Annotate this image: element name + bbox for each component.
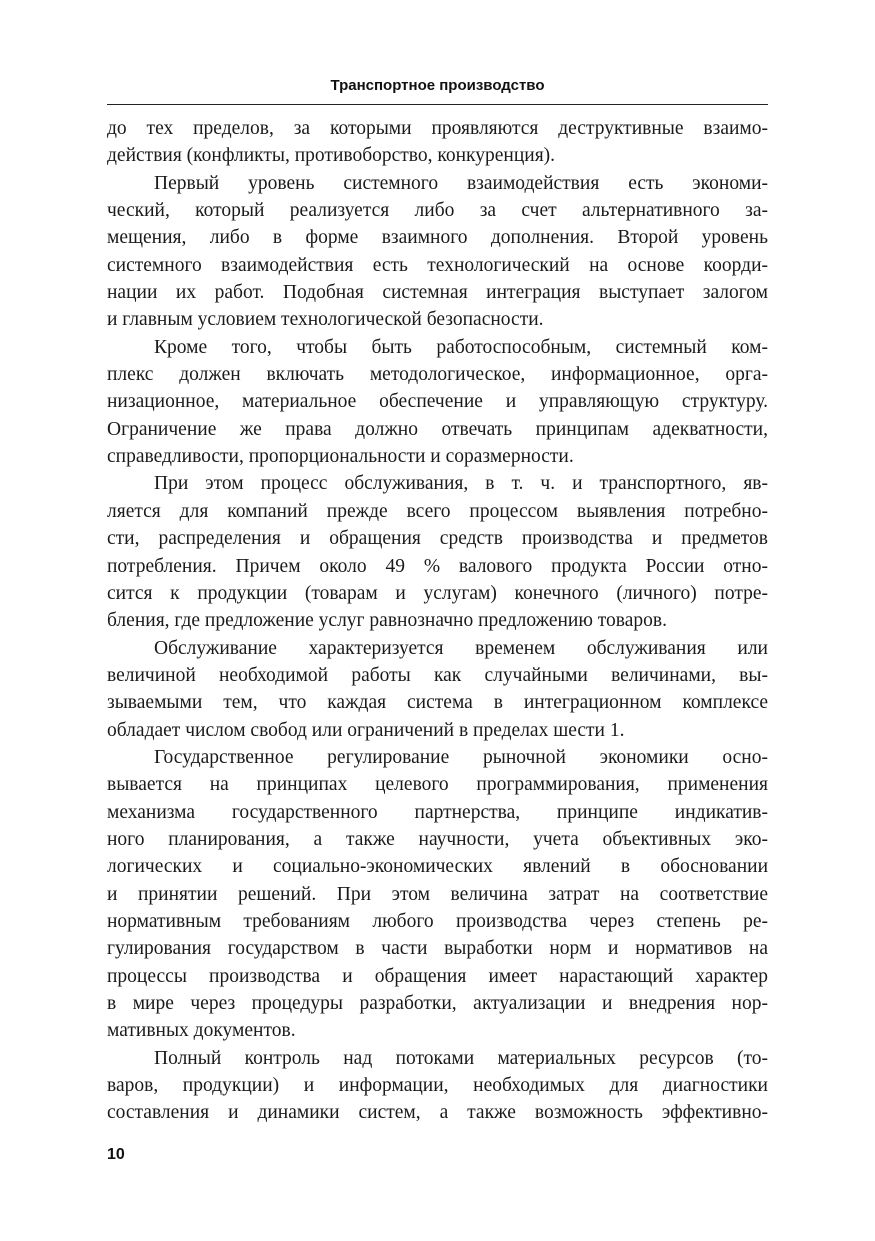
- text-line: мещения, либо в форме взаимного дополнения. Второй уровень: [107, 227, 768, 249]
- text-line: Обслуживание характеризуется временем обслуживания или: [154, 637, 768, 659]
- text-line: процессы производства и обращения имеет нарастающий характер: [107, 965, 768, 987]
- text-line: величиной необходимой работы как случайными величинами, вы-: [107, 664, 768, 686]
- text-line: плекс должен включать методологическое, информационное, орга-: [107, 364, 768, 386]
- text-line: потребления. Причем около 49 % валового продукта России отно-: [107, 555, 768, 577]
- text-line: мативных документов.: [107, 1020, 296, 1042]
- text-line: Полный контроль над потоками материальных ресурсов (то-: [154, 1047, 768, 1069]
- page-number: 10: [107, 1146, 125, 1163]
- text-line: логических и социально-экономических явлений в обосновании: [107, 856, 768, 878]
- text-line: Первый уровень системного взаимодействия есть экономи-: [154, 172, 768, 194]
- text-line: в мире через процедуры разработки, актуализации и внедрения нор-: [107, 993, 768, 1014]
- text-line: и принятии решений. При этом величина затрат на соответствие: [107, 883, 768, 905]
- text-line: справедливости, пропорциональности и соразмерности.: [107, 446, 574, 468]
- text-line: вывается на принципах целевого программирования, применения: [107, 774, 768, 796]
- text-line: ляется для компаний прежде всего процессом выявления потребно-: [107, 500, 768, 522]
- body-text: [107, 115, 768, 1127]
- text-line: Государственное регулирование рыночной экономики осно-: [154, 746, 768, 768]
- paragraph: [107, 635, 768, 744]
- paragraph: [107, 470, 768, 634]
- text-line: ческий, который реализуется либо за счет альтернативного за-: [107, 200, 768, 222]
- paragraph: [107, 115, 768, 170]
- text-line: варов, продукции) и информации, необходимых для диагностики: [107, 1075, 768, 1097]
- text-line: При этом процесс обслуживания, в т. ч. и транспортного, яв-: [154, 473, 768, 495]
- paragraph: [107, 170, 768, 334]
- text-line: бления, где предложение услуг равнозначно предложению товаров.: [107, 610, 667, 632]
- text-line: действия (конфликты, противоборство, конкуренция).: [107, 145, 556, 167]
- text-line: обладает числом свобод или ограничений в пределах шести 1.: [107, 719, 625, 741]
- text-line: ного планирования, а также научности, учета объективных эко-: [107, 828, 768, 850]
- text-line: сится к продукции (товарам и услугам) конечного (личного) потре-: [107, 582, 768, 604]
- text-line: до тех пределов, за которыми проявляются деструктивные взаимо-: [107, 118, 768, 139]
- text-line: Кроме того, чтобы быть работоспособным, системный ком-: [154, 336, 768, 358]
- header-rule: [107, 104, 768, 105]
- text-line: Ограничение же права должно отвечать принципам адекватности,: [107, 418, 768, 440]
- text-line: сти, распределения и обращения средств производства и предметов: [107, 528, 768, 550]
- text-line: нормативным требованиям любого производства через степень ре-: [107, 910, 768, 932]
- paragraph: [107, 334, 768, 471]
- text-line: зываемыми тем, что каждая система в интеграционном комплексе: [107, 692, 768, 714]
- paragraph: [107, 1045, 768, 1127]
- paragraph: [107, 744, 768, 1045]
- text-line: гулирования государством в части выработки норм и нормативов на: [107, 938, 768, 960]
- text-line: системного взаимодействия есть технологический на основе коорди-: [107, 254, 768, 276]
- text-line: нации их работ. Подобная системная интеграция выступает залогом: [107, 282, 768, 304]
- text-line: механизма государственного партнерства, принципе индикатив-: [107, 801, 768, 823]
- text-line: и главным условием технологической безопасности.: [107, 309, 544, 331]
- text-line: составления и динамики систем, а также возможность эффективно-: [107, 1102, 768, 1124]
- running-title: Транспортное производство: [330, 77, 545, 94]
- text-line: низационное, материальное обеспечение и управляющую структуру.: [107, 391, 768, 413]
